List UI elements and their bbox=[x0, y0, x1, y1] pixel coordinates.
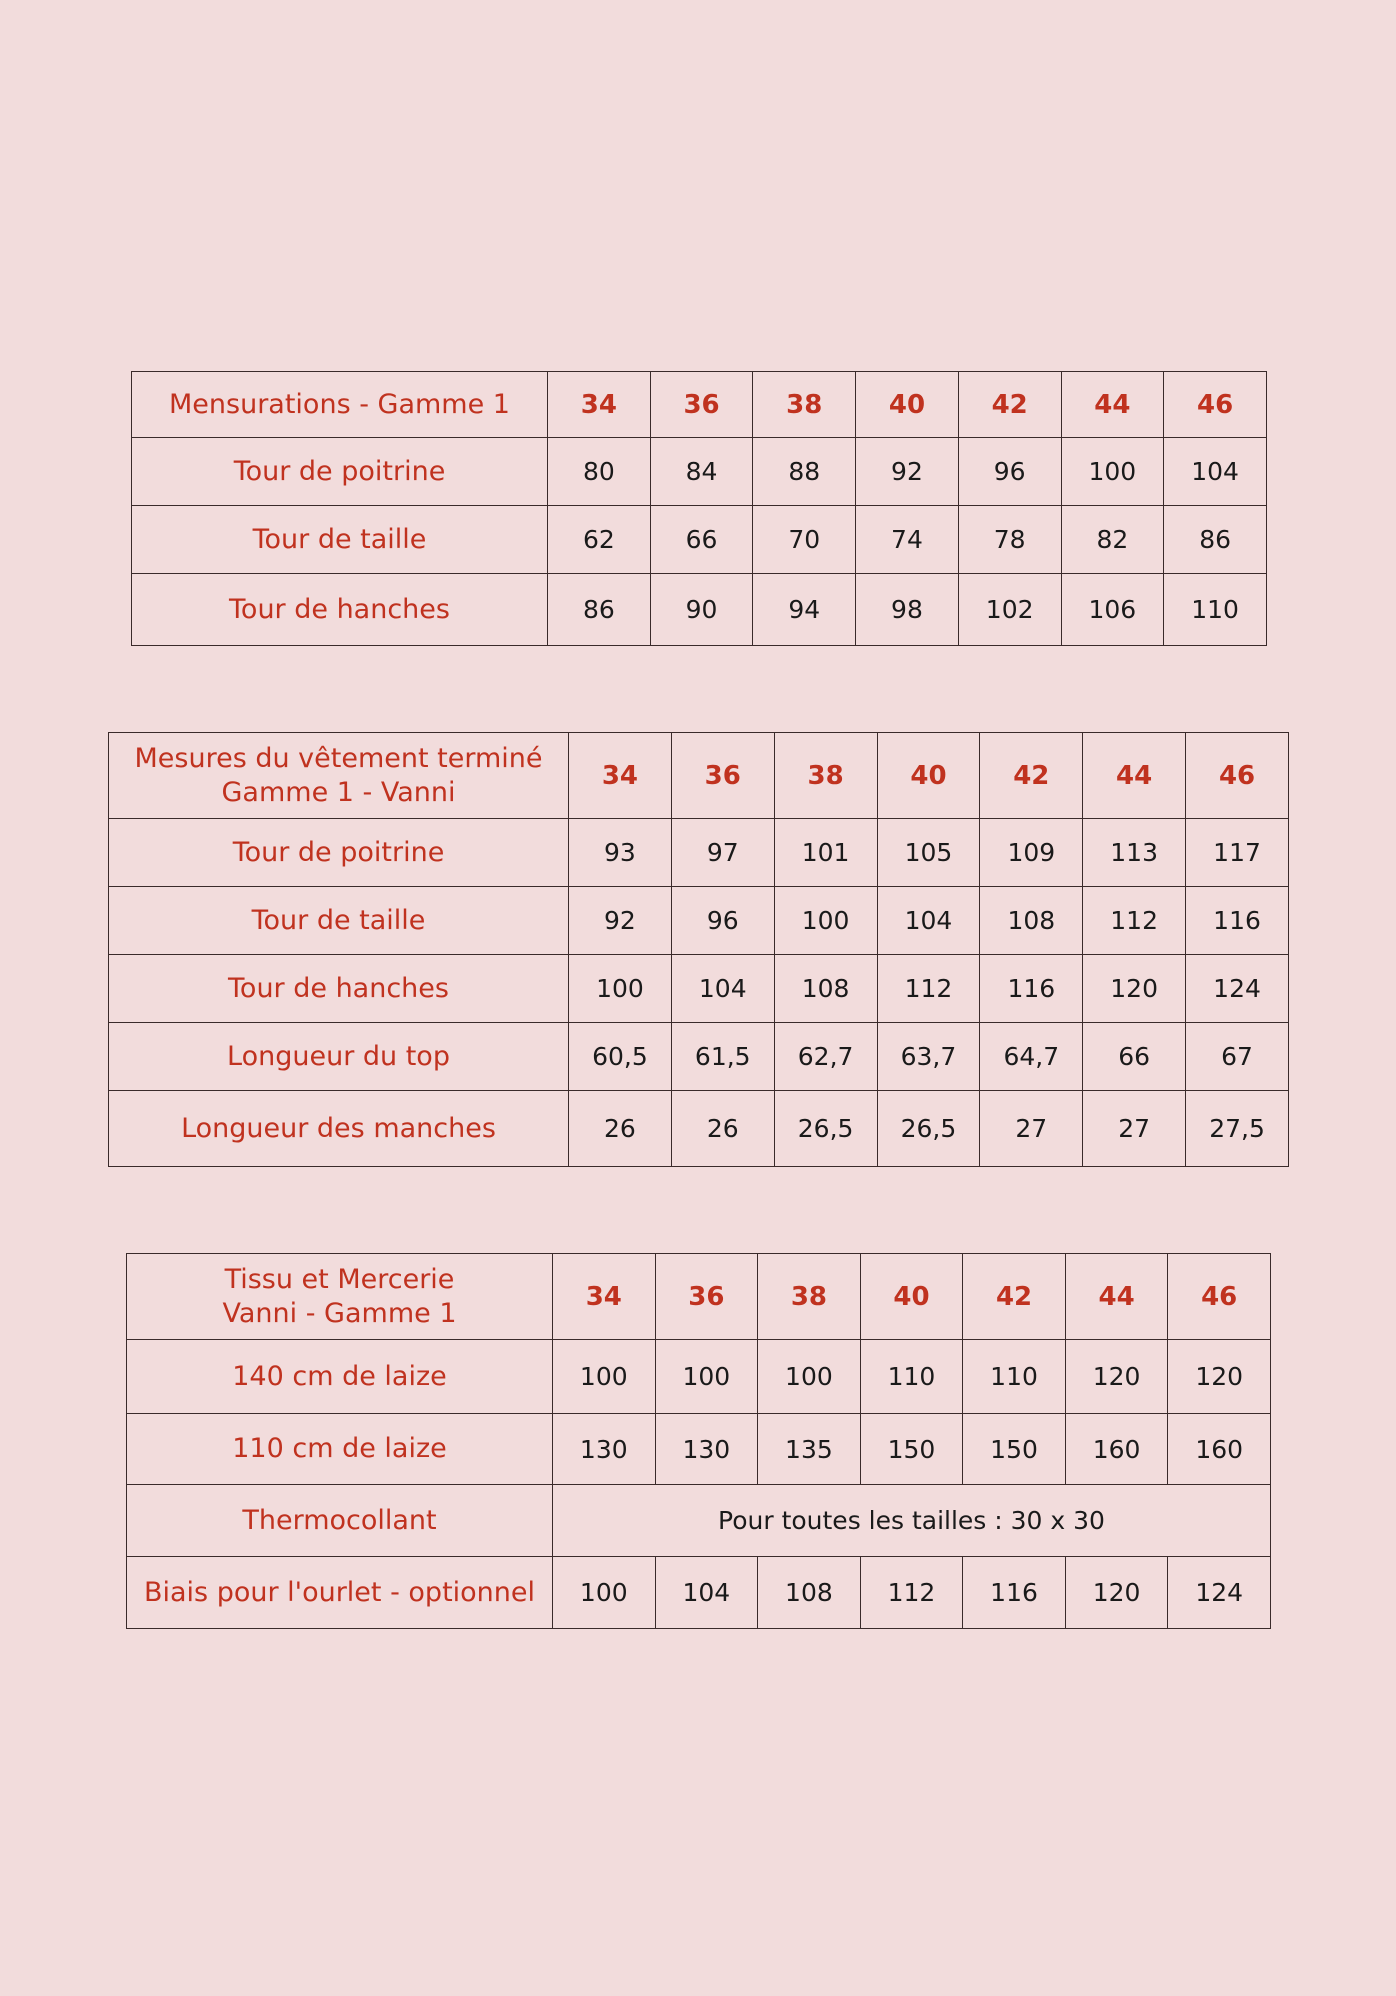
table-cell: 64,7 bbox=[980, 1023, 1083, 1091]
table-cell: 120 bbox=[1083, 955, 1186, 1023]
table-cell: 100 bbox=[758, 1340, 861, 1414]
table-cell: 62 bbox=[548, 506, 651, 574]
table-cell: 93 bbox=[569, 819, 672, 887]
table-cell: 98 bbox=[856, 574, 959, 646]
table-header-row bbox=[132, 372, 1267, 438]
vetement-table bbox=[108, 732, 1289, 1167]
table-cell: 112 bbox=[860, 1557, 963, 1629]
table-cell: 150 bbox=[963, 1414, 1066, 1485]
mensurations-title: Mensurations - Gamme 1 bbox=[132, 372, 548, 438]
table-cell: 26 bbox=[569, 1091, 672, 1167]
table-cell: 100 bbox=[553, 1557, 656, 1629]
table-cell: 104 bbox=[671, 955, 774, 1023]
size-header: 38 bbox=[774, 733, 877, 819]
table-cell: 66 bbox=[650, 506, 753, 574]
tissu-table bbox=[126, 1253, 1271, 1629]
mensurations-table bbox=[131, 371, 1267, 646]
table-cell: 63,7 bbox=[877, 1023, 980, 1091]
table-row bbox=[132, 506, 1267, 574]
table-cell: 74 bbox=[856, 506, 959, 574]
tissu-title-line1: Tissu et Mercerie bbox=[224, 1263, 455, 1295]
size-header: 42 bbox=[963, 1254, 1066, 1340]
table-cell: 109 bbox=[980, 819, 1083, 887]
size-header: 36 bbox=[671, 733, 774, 819]
table-cell: 92 bbox=[569, 887, 672, 955]
table-row bbox=[127, 1340, 1271, 1414]
table-cell: 100 bbox=[553, 1340, 656, 1414]
table-cell: 120 bbox=[1065, 1557, 1168, 1629]
table-row bbox=[127, 1485, 1271, 1557]
table-cell: 110 bbox=[963, 1340, 1066, 1414]
table-cell: 94 bbox=[753, 574, 856, 646]
table-cell: 80 bbox=[548, 438, 651, 506]
table-cell: 110 bbox=[860, 1340, 963, 1414]
table-cell: 70 bbox=[753, 506, 856, 574]
row-label: 110 cm de laize bbox=[127, 1414, 553, 1485]
table-cell: 135 bbox=[758, 1414, 861, 1485]
table-cell: 116 bbox=[963, 1557, 1066, 1629]
row-label: Biais pour l'ourlet - optionnel bbox=[127, 1557, 553, 1629]
table-cell: 96 bbox=[958, 438, 1061, 506]
table-cell: 105 bbox=[877, 819, 980, 887]
table-cell: 150 bbox=[860, 1414, 963, 1485]
table-row bbox=[132, 574, 1267, 646]
table-cell: 124 bbox=[1168, 1557, 1271, 1629]
table-cell: 130 bbox=[655, 1414, 758, 1485]
table-cell: 27,5 bbox=[1186, 1091, 1289, 1167]
table-cell: 102 bbox=[958, 574, 1061, 646]
table-cell: 101 bbox=[774, 819, 877, 887]
table-cell: 100 bbox=[569, 955, 672, 1023]
size-header: 40 bbox=[877, 733, 980, 819]
row-label: Longueur des manches bbox=[109, 1091, 569, 1167]
size-header: 34 bbox=[553, 1254, 656, 1340]
table-cell: 117 bbox=[1186, 819, 1289, 887]
size-header: 44 bbox=[1065, 1254, 1168, 1340]
table-cell: 104 bbox=[1164, 438, 1267, 506]
table-cell: 116 bbox=[1186, 887, 1289, 955]
size-header: 46 bbox=[1164, 372, 1267, 438]
size-header: 42 bbox=[980, 733, 1083, 819]
table-cell: 67 bbox=[1186, 1023, 1289, 1091]
table-cell: 86 bbox=[1164, 506, 1267, 574]
table-cell: 61,5 bbox=[671, 1023, 774, 1091]
row-label: Tour de hanches bbox=[132, 574, 548, 646]
row-label: Tour de poitrine bbox=[109, 819, 569, 887]
table-cell: 92 bbox=[856, 438, 959, 506]
table-cell: 124 bbox=[1186, 955, 1289, 1023]
table-cell: 100 bbox=[655, 1340, 758, 1414]
table-header-row bbox=[109, 733, 1289, 819]
table-cell: 104 bbox=[655, 1557, 758, 1629]
row-label: Thermocollant bbox=[127, 1485, 553, 1557]
table-cell: 100 bbox=[774, 887, 877, 955]
size-header: 34 bbox=[569, 733, 672, 819]
table-row bbox=[109, 819, 1289, 887]
table-cell: 112 bbox=[1083, 887, 1186, 955]
table-row bbox=[109, 955, 1289, 1023]
size-header: 46 bbox=[1168, 1254, 1271, 1340]
table-cell: 108 bbox=[758, 1557, 861, 1629]
table-cell: 27 bbox=[1083, 1091, 1186, 1167]
table-cell: 26,5 bbox=[877, 1091, 980, 1167]
size-header: 44 bbox=[1061, 372, 1164, 438]
table-cell: 160 bbox=[1065, 1414, 1168, 1485]
table-cell: 130 bbox=[553, 1414, 656, 1485]
size-header: 44 bbox=[1083, 733, 1186, 819]
tissu-title-line2: Vanni - Gamme 1 bbox=[222, 1297, 457, 1329]
table-cell: 66 bbox=[1083, 1023, 1186, 1091]
thermocollant-cell: Pour toutes les tailles : 30 x 30 bbox=[553, 1485, 1271, 1557]
size-header: 34 bbox=[548, 372, 651, 438]
table-cell: 27 bbox=[980, 1091, 1083, 1167]
table-row bbox=[109, 1023, 1289, 1091]
table-cell: 62,7 bbox=[774, 1023, 877, 1091]
table-cell: 88 bbox=[753, 438, 856, 506]
tissu-title bbox=[127, 1254, 553, 1340]
table-header-row bbox=[127, 1254, 1271, 1340]
table-cell: 97 bbox=[671, 819, 774, 887]
table-row bbox=[132, 438, 1267, 506]
table-cell: 26,5 bbox=[774, 1091, 877, 1167]
table-cell: 116 bbox=[980, 955, 1083, 1023]
table-cell: 104 bbox=[877, 887, 980, 955]
table-cell: 108 bbox=[774, 955, 877, 1023]
row-label: Tour de taille bbox=[109, 887, 569, 955]
row-label: Longueur du top bbox=[109, 1023, 569, 1091]
table-cell: 113 bbox=[1083, 819, 1186, 887]
vetement-title-line1: Mesures du vêtement terminé bbox=[134, 742, 543, 774]
table-row bbox=[127, 1414, 1271, 1485]
row-label: Tour de taille bbox=[132, 506, 548, 574]
row-label: 140 cm de laize bbox=[127, 1340, 553, 1414]
table-cell: 110 bbox=[1164, 574, 1267, 646]
size-header: 46 bbox=[1186, 733, 1289, 819]
table-cell: 26 bbox=[671, 1091, 774, 1167]
table-cell: 82 bbox=[1061, 506, 1164, 574]
table-cell: 106 bbox=[1061, 574, 1164, 646]
table-cell: 112 bbox=[877, 955, 980, 1023]
table-cell: 108 bbox=[980, 887, 1083, 955]
table-row bbox=[109, 887, 1289, 955]
table-cell: 86 bbox=[548, 574, 651, 646]
table-cell: 60,5 bbox=[569, 1023, 672, 1091]
table-cell: 160 bbox=[1168, 1414, 1271, 1485]
table-cell: 100 bbox=[1061, 438, 1164, 506]
table-row bbox=[127, 1557, 1271, 1629]
size-header: 36 bbox=[655, 1254, 758, 1340]
size-header: 38 bbox=[753, 372, 856, 438]
row-label: Tour de hanches bbox=[109, 955, 569, 1023]
size-header: 36 bbox=[650, 372, 753, 438]
table-cell: 120 bbox=[1168, 1340, 1271, 1414]
table-cell: 120 bbox=[1065, 1340, 1168, 1414]
vetement-title bbox=[109, 733, 569, 819]
size-header: 40 bbox=[860, 1254, 963, 1340]
table-row bbox=[109, 1091, 1289, 1167]
size-header: 38 bbox=[758, 1254, 861, 1340]
size-header: 42 bbox=[958, 372, 1061, 438]
row-label: Tour de poitrine bbox=[132, 438, 548, 506]
vetement-title-line2: Gamme 1 - Vanni bbox=[221, 776, 456, 808]
size-header: 40 bbox=[856, 372, 959, 438]
table-cell: 90 bbox=[650, 574, 753, 646]
table-cell: 84 bbox=[650, 438, 753, 506]
table-cell: 78 bbox=[958, 506, 1061, 574]
table-cell: 96 bbox=[671, 887, 774, 955]
